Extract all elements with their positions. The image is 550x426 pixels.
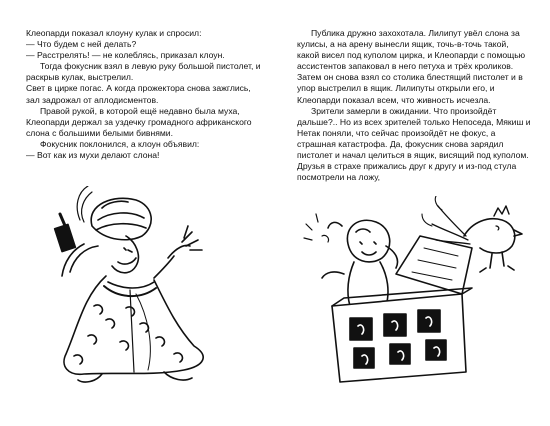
left-page-paragraph: — Расстрелять! — не колеблясь, приказал клоун.: [26, 50, 225, 61]
boy-in-magic-box-with-rooster-illustration: [296, 196, 526, 386]
left-page-paragraph: Свет в цирке погас. А когда прожектора снова зажглись, зал задрожал от аплодисментов.: [26, 83, 251, 105]
left-page-paragraph: — Вот как из мухи делают слона!: [26, 150, 160, 161]
left-page-text: [26, 28, 262, 161]
left-page-paragraph: Клеопарди показал клоуну кулак и спросил:: [26, 28, 202, 38]
left-page-paragraph: Правой рукой, в которой ещё недавно была муха, Клеопарди держал за уздечку громадного африканского слона с большими белыми бивнями.: [26, 105, 252, 138]
left-page-paragraph: Тогда фокусник взял в левую руку большой пистолет, и раскрыв кулак, выстрелил.: [26, 61, 261, 83]
right-page-paragraph: Зрители замерли в ожидании. Что произойдёт дальше?.. Но из всех зрителей только Непоседа, Мякиш и Нетак поняли, что сейчас произойдёт не фокус, а страшная катастрофа. Да, фокусник снова зарядил пистолет и начал целиться в ящик, висящий под куполом. Друзья в страхе прижались друг к другу и из-под стула посмотрели на ложу,: [297, 105, 531, 183]
left-page-paragraph: Фокусник поклонился, а клоун объявил:: [40, 138, 200, 149]
left-page-paragraph: — Что будем с ней делать?: [26, 39, 137, 50]
right-page-paragraph: Публика дружно захохотала. Лилипут увёл слона за кулисы, а на арену вынесли ящик, точь-в-точь такой, какой висел под куполом цирка, и Клеопарди с помощью ассистентов запаковал в него петуха и трёх кроликов. Затем он снова взял со столика блестящий пистолет и в упор выстрелил в ящик. Лилипуты открыли его, и Клеопарди показал всем, что живность исчезла.: [297, 28, 526, 105]
box-drawing: [296, 196, 526, 386]
magician-with-pistol-illustration: [44, 186, 254, 386]
magician-drawing: [44, 186, 254, 386]
right-page-text: [297, 28, 533, 183]
